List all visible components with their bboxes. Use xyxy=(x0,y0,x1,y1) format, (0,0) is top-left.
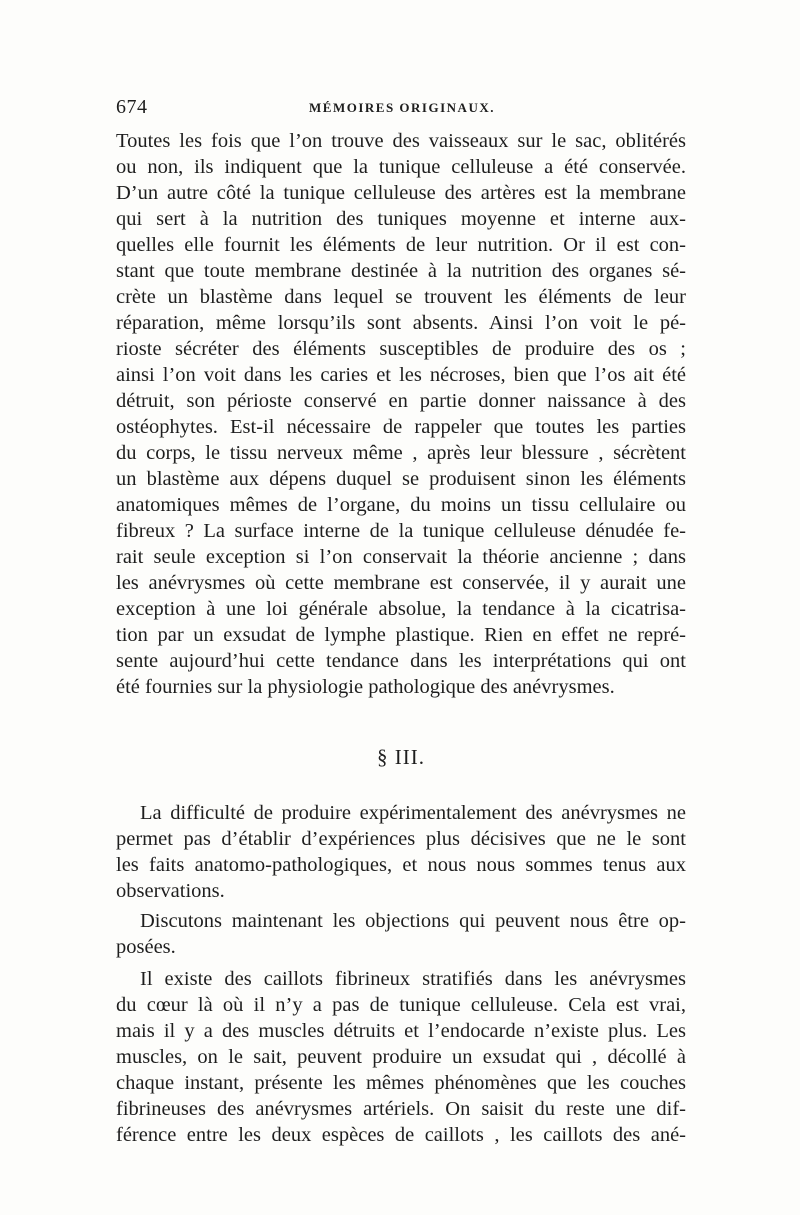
text-line: Il existe des caillots fibrineux stratifiés dans les anévrysmes xyxy=(140,968,686,990)
text-line: observations. xyxy=(116,880,225,902)
text-line: stant que toute membrane destinée à la nutrition des organes sé- xyxy=(116,260,686,282)
text-line: fibrineuses des anévrysmes artériels. On saisit du reste une dif- xyxy=(116,1098,686,1120)
text-line: rait seule exception si l’on conservait la théorie ancienne ; dans xyxy=(116,546,686,568)
text-line: mais il y a des muscles détruits et l’endocarde n’existe plus. Les xyxy=(116,1020,686,1042)
text-line: exception à une loi générale absolue, la tendance à la cicatrisa- xyxy=(116,598,686,620)
text-line: ostéophytes. Est-il nécessaire de rappeler que toutes les parties xyxy=(116,416,686,438)
text-line: chaque instant, présente les mêmes phénomènes que les couches xyxy=(116,1072,686,1094)
text-line: quelles elle fournit les éléments de leur nutrition. Or il est con- xyxy=(116,234,686,256)
text-line: qui sert à la nutrition des tuniques moyenne et interne aux- xyxy=(116,208,686,230)
text-line: posées. xyxy=(116,936,176,958)
text-line: anatomiques mêmes de l’organe, du moins un tissu cellulaire ou xyxy=(116,494,686,516)
text-line: ou non, ils indiquent que la tunique celluleuse a été conservée. xyxy=(116,156,686,178)
text-line: ainsi l’on voit dans les caries et les nécroses, bien que l’os ait été xyxy=(116,364,686,386)
text-line: férence entre les deux espèces de caillots , les caillots des ané- xyxy=(116,1124,686,1146)
text-line: crète un blastème dans lequel se trouvent les éléments de leur xyxy=(116,286,686,308)
text-line: La difficulté de produire expérimentalement des anévrysmes ne xyxy=(140,802,686,824)
text-line: rioste sécréter des éléments susceptibles de produire des os ; xyxy=(116,338,686,360)
text-line: D’un autre côté la tunique celluleuse des artères est la membrane xyxy=(116,182,686,204)
text-line: détruit, son périoste conservé en partie donner naissance à des xyxy=(116,390,686,412)
text-line: les faits anatomo-pathologiques, et nous nous sommes tenus aux xyxy=(116,854,686,876)
text-line: du cœur là où il n’y a pas de tunique celluleuse. Cela est vrai, xyxy=(116,994,686,1016)
running-title: MÉMOIRES ORIGINAUX. xyxy=(309,100,495,115)
text-line: Discutons maintenant les objections qui peuvent nous être op- xyxy=(140,910,686,932)
text-line: du corps, le tissu nerveux même , après leur blessure , sécrètent xyxy=(116,442,686,464)
text-line: sente aujourd’hui cette tendance dans les interprétations qui ont xyxy=(116,650,686,672)
running-head xyxy=(116,96,688,120)
text-line: Toutes les fois que l’on trouve des vaisseaux sur le sac, oblitérés xyxy=(116,130,686,152)
text-line: été fournies sur la physiologie pathologique des anévrysmes. xyxy=(116,676,615,698)
text-line: les anévrysmes où cette membrane est conservée, il y aurait une xyxy=(116,572,686,594)
text-line: muscles, on le sait, peuvent produire un exsudat qui , décollé à xyxy=(116,1046,686,1068)
page-number: 674 xyxy=(116,96,148,118)
text-line: un blastème aux dépens duquel se produisent sinon les éléments xyxy=(116,468,686,490)
text-line: fibreux ? La surface interne de la tunique celluleuse dénudée fe- xyxy=(116,520,686,542)
text-line: tion par un exsudat de lymphe plastique. Rien en effet ne repré- xyxy=(116,624,686,646)
text-line: permet pas d’établir d’expériences plus décisives que ne le sont xyxy=(116,828,686,850)
text-line: réparation, même lorsqu’ils sont absents. Ainsi l’on voit le pé- xyxy=(116,312,686,334)
section-heading: § III. xyxy=(377,745,425,769)
